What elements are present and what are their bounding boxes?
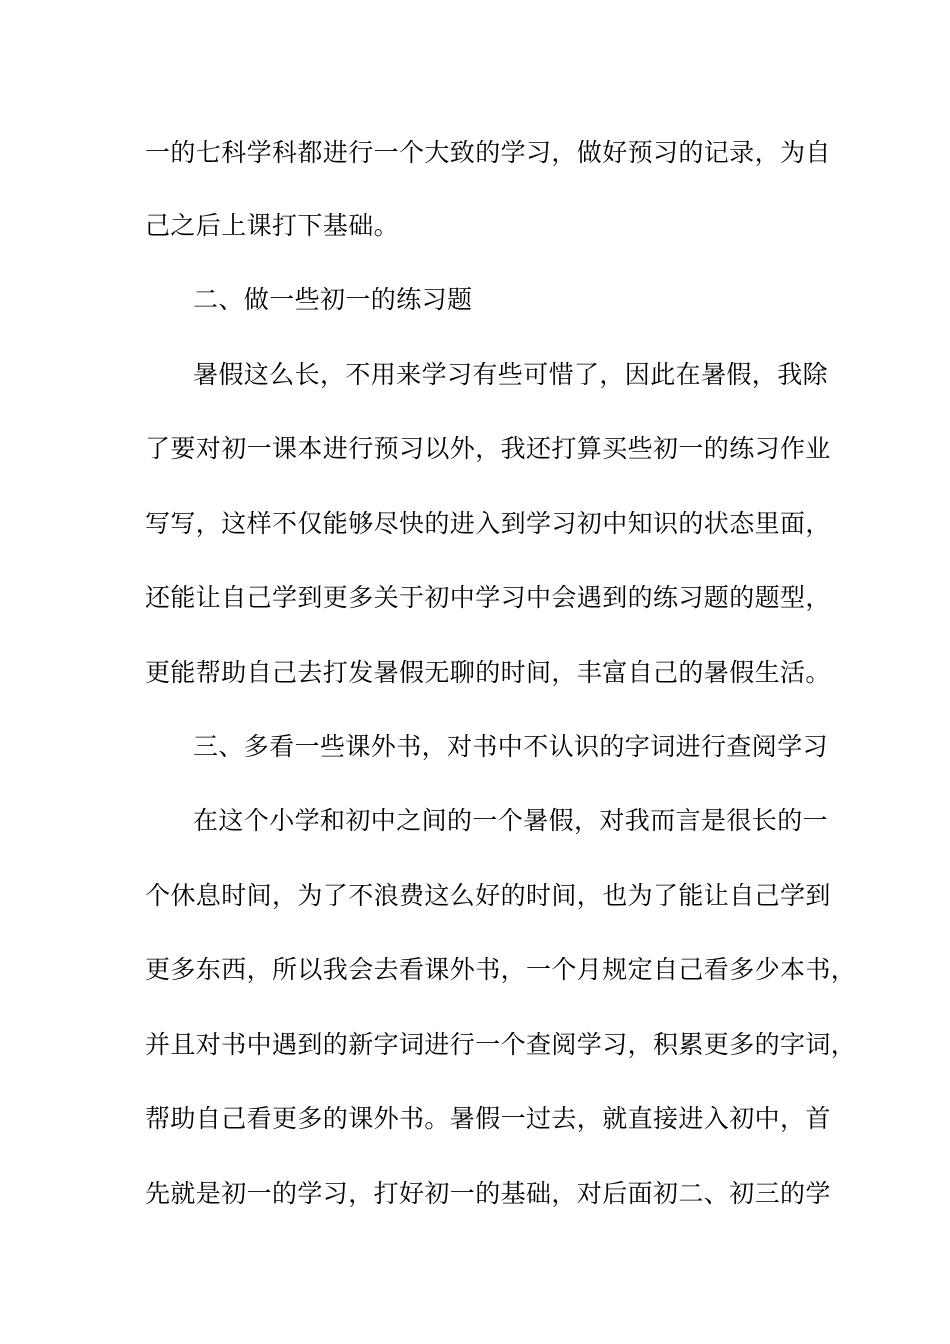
section-heading: 二、做一些初一的练习题 xyxy=(193,285,473,314)
text-line: 暑假这么长，不用来学习有些可惜了，因此在暑假，我除 xyxy=(193,360,829,389)
text-line: 了要对初一课本进行预习以外，我还打算买些初一的练习作业 xyxy=(145,434,831,463)
text-line: 写写，这样不仅能够尽快的进入到学习初中知识的状态里面， xyxy=(145,509,831,538)
text-line: 个休息时间，为了不浪费这么好的时间，也为了能让自己学到 xyxy=(145,881,831,910)
text-line: 帮助自己看更多的课外书。暑假一过去，就直接进入初中，首 xyxy=(145,1104,831,1133)
text-line: 先就是初一的学习，打好初一的基础，对后面初二、初三的学 xyxy=(145,1179,831,1208)
text-line: 己之后上课打下基础。 xyxy=(145,211,400,240)
section-heading: 三、多看一些课外书，对书中不认识的字词进行查阅学习 xyxy=(193,732,829,761)
text-line: 更多东西，所以我会去看课外书，一个月规定自己看多少本书， xyxy=(145,955,857,984)
text-line: 还能让自己学到更多关于初中学习中会遇到的练习题的题型， xyxy=(145,583,831,612)
text-line: 一的七科学科都进行一个大致的学习，做好预习的记录，为自 xyxy=(145,138,831,167)
text-line: 在这个小学和初中之间的一个暑假，对我而言是很长的一 xyxy=(193,806,829,835)
text-line: 更能帮助自己去打发暑假无聊的时间，丰富自己的暑假生活。 xyxy=(145,658,831,687)
text-line: 并且对书中遇到的新字词进行一个查阅学习，积累更多的字词， xyxy=(145,1030,857,1059)
